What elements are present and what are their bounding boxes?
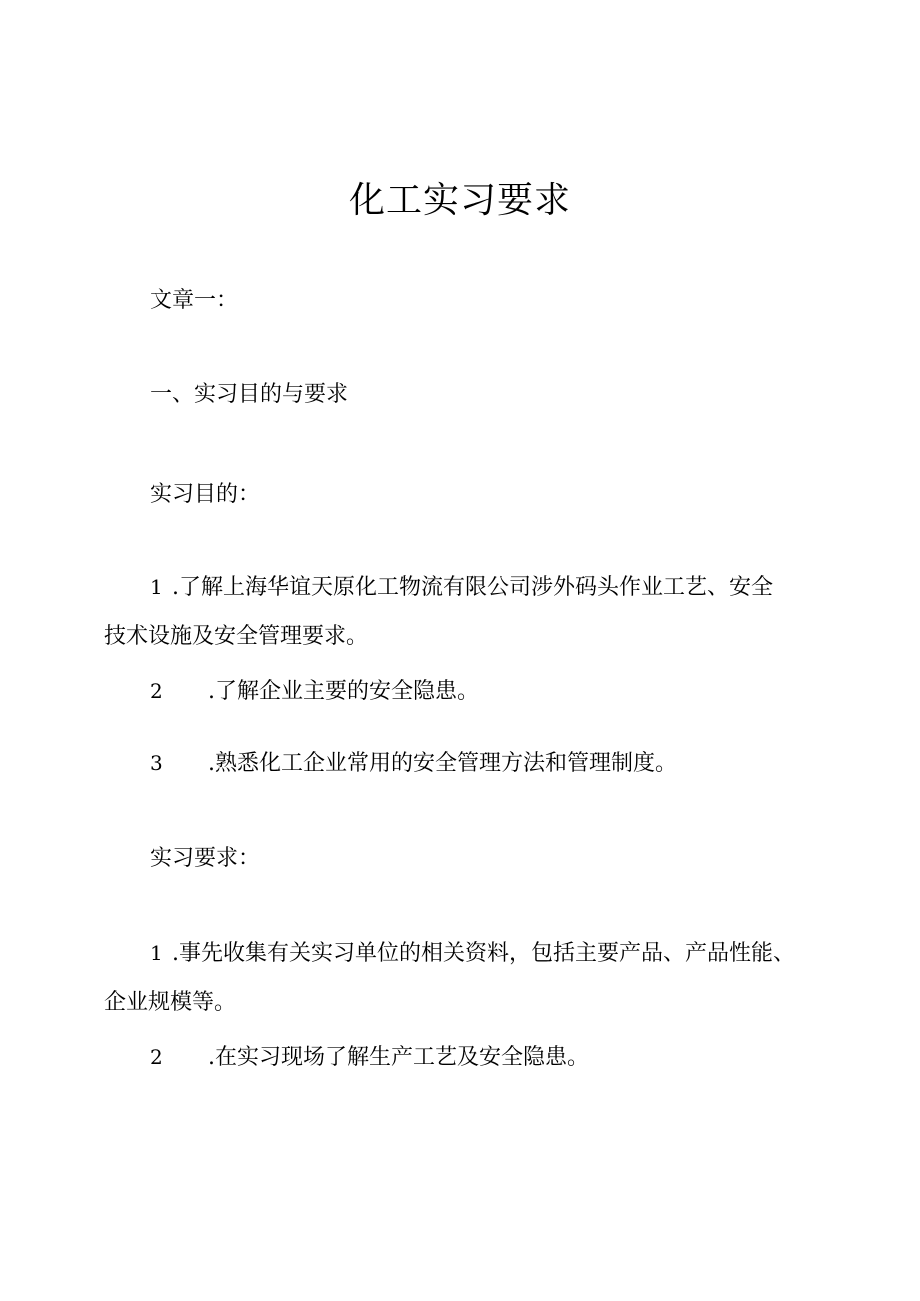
requirements-item-1-text: .事先收集有关实习单位的相关资料，包括主要产品、产品性能、 [172, 941, 795, 966]
purpose-item-1-number: 1 [150, 575, 163, 599]
article-label: 文章一： [150, 288, 239, 313]
purpose-item-1-text: .了解上海华谊天原化工物流有限公司涉外码头作业工艺、安全 [172, 575, 773, 600]
requirements-item-2-text: .在实习现场了解生产工艺及安全隐患。 [208, 1045, 589, 1070]
requirements-item-2-number: 2 [150, 1045, 163, 1069]
purpose-item-2-number: 2 [150, 679, 163, 703]
requirements-item-1 [150, 938, 795, 969]
section-heading: 一、实习目的与要求 [150, 382, 349, 407]
requirements-item-1-number: 1 [150, 941, 163, 965]
purpose-item-2 [150, 676, 479, 707]
purpose-label: 实习目的： [150, 482, 261, 507]
document-title: 化工实习要求 [348, 180, 571, 221]
requirements-item-2 [150, 1042, 589, 1073]
purpose-item-3 [150, 748, 677, 779]
requirements-label: 实习要求： [150, 846, 261, 871]
purpose-item-1 [150, 572, 773, 603]
purpose-item-2-text: .了解企业主要的安全隐患。 [208, 679, 479, 704]
purpose-item-3-number: 3 [150, 751, 163, 775]
purpose-item-3-text: .熟悉化工企业常用的安全管理方法和管理制度。 [208, 751, 677, 776]
purpose-item-1-continuation: 技术设施及安全管理要求。 [104, 624, 369, 649]
requirements-item-1-continuation: 企业规模等。 [104, 990, 237, 1015]
